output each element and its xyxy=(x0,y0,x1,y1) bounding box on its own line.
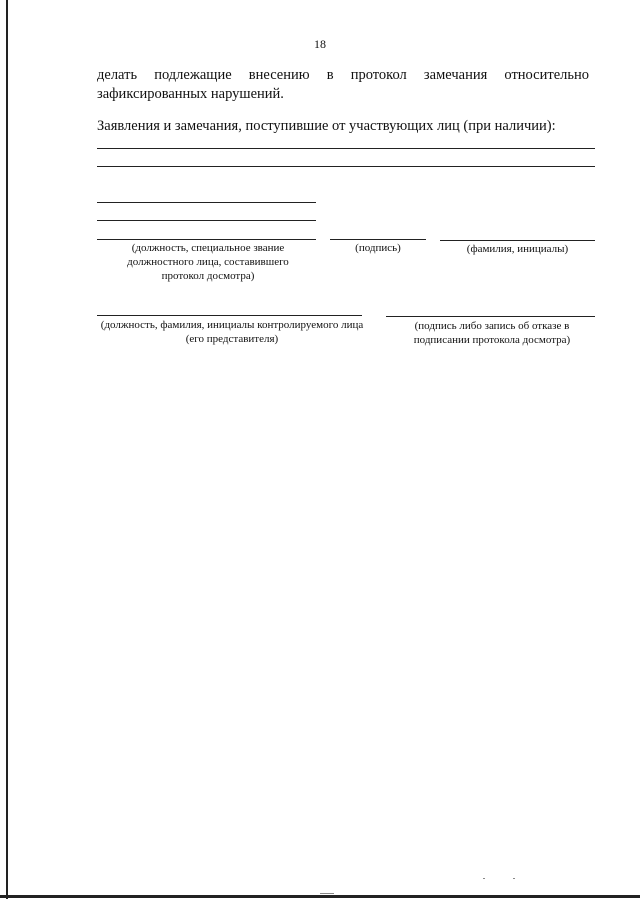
official-signature-line xyxy=(330,239,426,240)
statements-line-1 xyxy=(97,148,595,149)
official-position-line-1 xyxy=(97,202,316,203)
signature-caption: (подпись) xyxy=(355,242,401,254)
controlled-person-caption: (должность, фамилия, инициалы контролируемого лица (его представителя) xyxy=(100,319,364,345)
statements-label: Заявления и замечания, поступившие от участвующих лиц (при наличии): xyxy=(97,118,556,134)
official-position-caption: (должность, специальное звание должностного лица, составившего протокол досмотра) xyxy=(127,242,289,282)
signature-or-refusal-caption: (подпись либо запись об отказе в подписании протокола досмотра) xyxy=(413,320,571,346)
controlled-person-line xyxy=(97,315,362,316)
page-number: 18 xyxy=(314,37,326,51)
page-edge-left xyxy=(6,0,8,899)
statements-line-2 xyxy=(97,166,595,167)
signature-or-refusal-line xyxy=(386,316,595,317)
paragraph-continuation: делать подлежащие внесению в протокол замечания относительно зафиксированных нарушений. xyxy=(97,67,589,102)
name-caption: (фамилия, инициалы) xyxy=(466,243,569,255)
official-position-line-2 xyxy=(97,220,316,221)
scan-speck xyxy=(513,878,515,879)
official-position-line-3 xyxy=(97,239,316,240)
scan-speck xyxy=(483,878,485,879)
page-edge-bottom xyxy=(0,895,640,898)
official-name-line xyxy=(440,240,595,241)
scan-speck xyxy=(320,893,334,894)
